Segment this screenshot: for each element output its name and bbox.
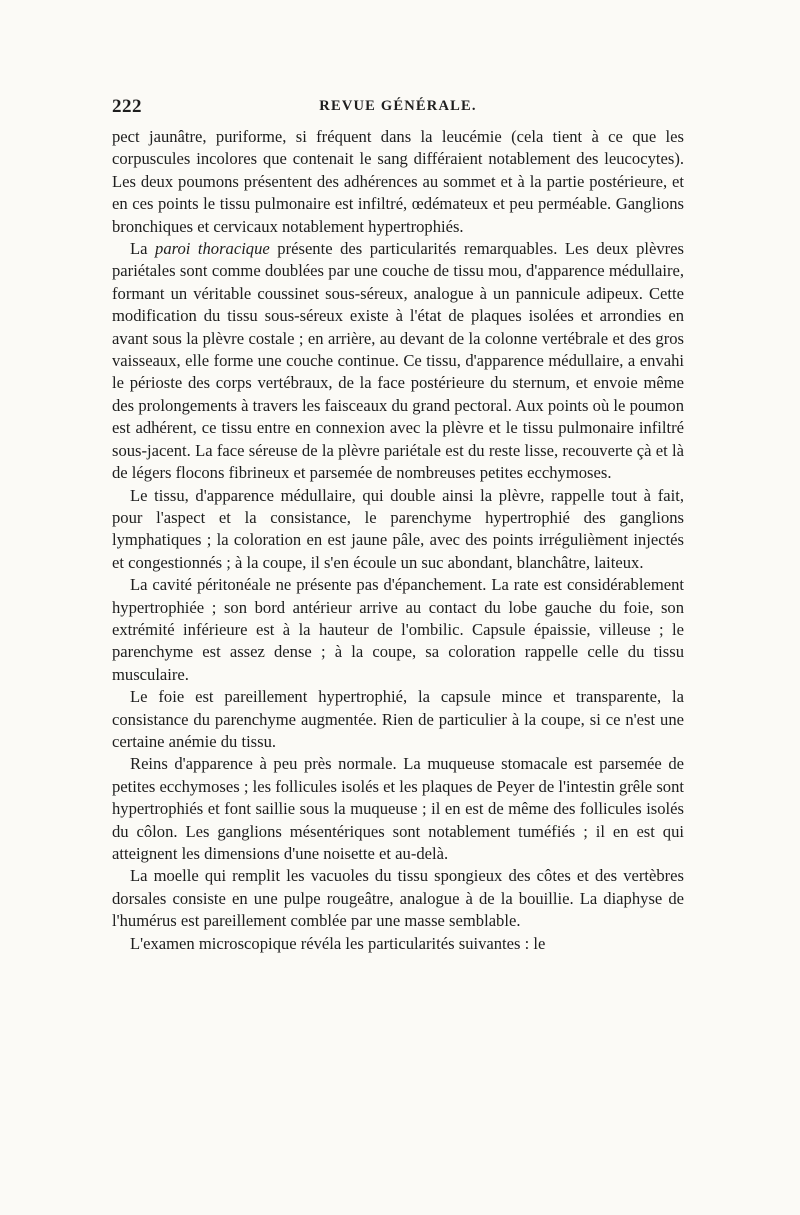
paragraph-1: pect jaunâtre, puriforme, si fréquent dans la leucémie (cela tient à ce que les corpuscules incolores que contenait le sang différaient notablement des leucocytes). Les deux poumons présentent des adhérences au sommet et à la partie postérieure, et en ces points le tissu pulmonaire est infiltré, œdémateux et peu perméable. Ganglions bronchiques et cervicaux notablement hypertrophiés. xyxy=(112,127,684,236)
paragraph-2-emphasis: paroi thoracique xyxy=(155,239,270,259)
paragraph-8: L'examen microscopique révéla les particularités suivantes : le xyxy=(130,933,546,953)
body-text xyxy=(112,126,684,955)
book-page xyxy=(112,96,684,955)
paragraph-2-text: présente des particularités remarquables. Les deux plèvres pariétales sont comme doublées par une couche de tissu mou, d'apparence médullaire, formant un véritable coussinet sous-séreux, analogue à un pannicule adipeux. Cette modification du tissu sous-séreux existe à l'état de plaques isolées et arrondies en avant sous la plèvre costale ; en arrière, au devant de la colonne vertébrale et des gros vaisseaux, elle forme une couche continue. Ce tissu, d'apparence médullaire, a envahi le périoste des corps vertébraux, de la face postérieure du sternum, et envoie même des prolongements à travers les faisceaux du grand pectoral. Aux points où le poumon est adhérent, ce tissu entre en connexion avec la plèvre et le tissu pulmonaire infiltré sous-jacent. La face séreuse de la plèvre pariétale est du reste lisse, recouverte çà et là de légers flocons fibrineux et parsemée de nombreuses petites ecchymoses. xyxy=(112,239,684,483)
paragraph-7: La moelle qui remplit les vacuoles du tissu spongieux des côtes et des vertèbres dorsales consiste en une pulpe rougeâtre, analogue à de la bouillie. La diaphyse de l'humérus est pareillement comblée par une masse semblable. xyxy=(112,866,684,931)
paragraph-2 xyxy=(112,238,684,484)
paragraph-3: Le tissu, d'apparence médullaire, qui double ainsi la plèvre, rappelle tout à fait, pour l'aspect et la consistance, le parenchyme hypertrophié des ganglions lymphatiques ; la coloration en est jaune pâle, avec des points irrégulièment injectés et congestionnés ; à la coupe, il s'en écoule un suc abondant, blanchâtre, laiteux. xyxy=(112,485,684,572)
paragraph-4: La cavité péritonéale ne présente pas d'épanchement. La rate est considérablement hypertrophiée ; son bord antérieur arrive au contact du lobe gauche du foie, son extrémité inférieure est à la hauteur de l'ombilic. Capsule épaissie, villeuse ; le parenchyme est assez dense ; à la coupe, sa coloration rappelle celle du tissu musculaire. xyxy=(112,575,684,684)
running-title: REVUE GÉNÉRALE. xyxy=(319,98,477,114)
paragraph-2-lead: La xyxy=(130,239,148,259)
paragraph-5: Le foie est pareillement hypertrophié, la capsule mince et transparente, la consistance du parenchyme augmentée. Rien de particulier à la coupe, si ce n'est une certaine anémie du tissu. xyxy=(112,687,684,751)
paragraph-6: Reins d'apparence à peu près normale. La muqueuse stomacale est parsemée de petites ecchymoses ; les follicules isolés et les plaques de Peyer de l'intestin grêle sont hypertrophiés et font saillie sous la muqueuse ; il en est de même des follicules isolés du côlon. Les ganglions mésentériques sont notablement tuméfiés ; il en est qui atteignent les dimensions d'une noisette et au-delà. xyxy=(112,754,684,863)
page-number: 222 xyxy=(112,96,142,117)
running-head xyxy=(112,96,684,122)
